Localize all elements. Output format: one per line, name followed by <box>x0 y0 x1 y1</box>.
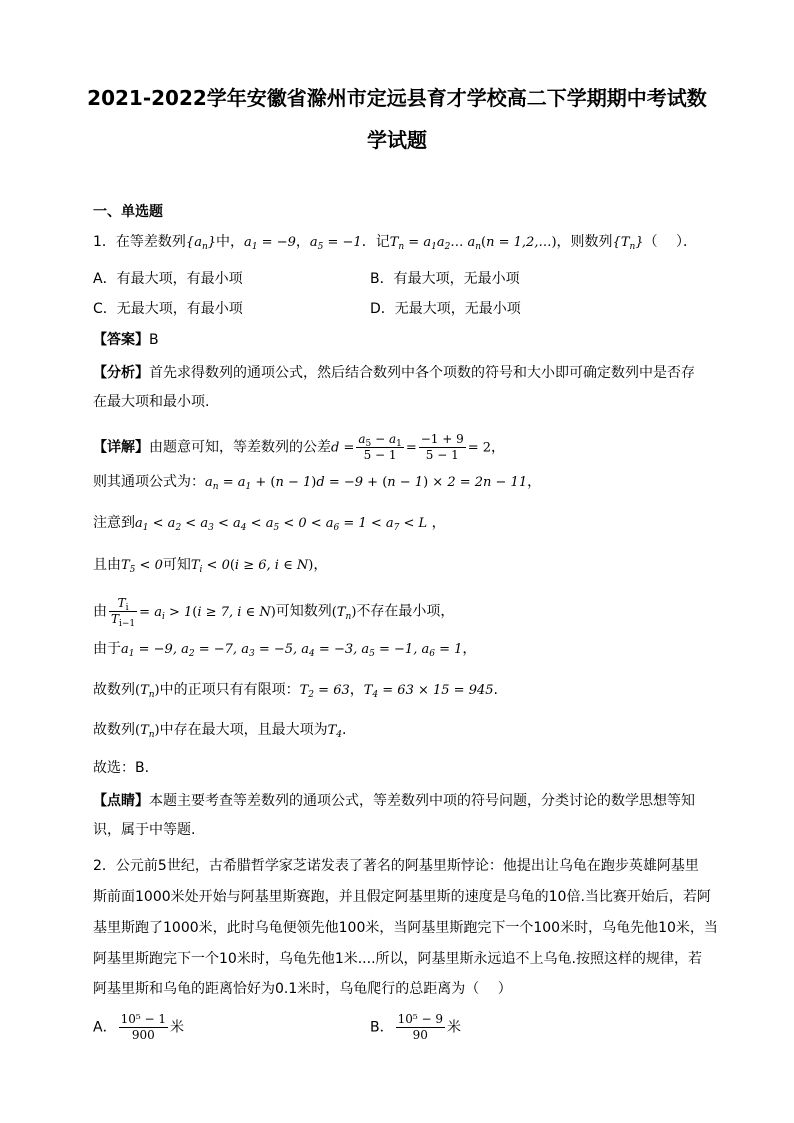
q1-detail-line3: 注意到$a_1 < a_2 < a_3 < a_4 < a_5 < 0 < a_6 = 1 < a_7 < L$ ， <box>93 515 446 533</box>
q1-stem: 1．在等差数列$\{a_n\}$中，$a_1 = -9$，$a_5 = -1$．记$T_n$ = $a_1a_2\dots$ $a_n(n$ = 1,2,…)，则数列$\{T_n\}$（ ）． <box>93 234 698 252</box>
q1-detail-line2: 则其通项公式为：$a_n = a_1 + (n - 1)d = -9 + (n - 1) \times 2 = 2n - 11$， <box>93 474 542 492</box>
q1-detail-line8: 故数列$(T_n)$中存在最大项，且最大项为$T_4$. <box>93 722 347 740</box>
q1-analysis-line1: 【分析】首先求得数列的通项公式，然后结合数列中各个项数的符号和大小即可确定数列中是否存 <box>93 365 695 381</box>
q1-detail-line7: 故数列$(T_n)$中的正项只有有限项：$T_2 = 63$，$T_4 = 63 \times 15 = 945$. <box>93 682 498 700</box>
q1-option-d: D．无最大项，无最小项 <box>370 301 521 317</box>
q1-analysis-line2: 在最大项和最小项. <box>93 394 210 410</box>
q2-line2: 斯前面1000米处开始与阿基里斯赛跑，并且假定阿基里斯的速度是乌龟的10倍.当比赛开始后，若阿 <box>93 889 711 905</box>
q1-comment-line2: 识，属于中等题. <box>93 822 196 838</box>
q2-line4: 阿基里斯跑完下一个10米时，乌龟先他1米....所以，阿基里斯永远追不上乌龟.按照这样的规律，若 <box>93 951 702 967</box>
document-title-line1: 2021-2022学年安徽省滁州市定远县育才学校高二下学期期中考试数 <box>87 86 707 110</box>
q1-detail-line5: 由 $\frac{T_i}{T_{i-1}}$ = $a_i > 1(i \ge 7$, i ∈ N)可知数列$(T_n)$不存在最小项， <box>93 596 455 629</box>
q2-line5: 阿基里斯和乌龟的距离恰好为0.1米时，乌龟爬行的总距离为（ ） <box>93 981 512 997</box>
q1-comment-line1: 【点睛】本题主要考查等差数列的通项公式，等差数列中项的符号问题，分类讨论的数学思想等知 <box>93 793 695 809</box>
q1-option-b: B．有最大项，无最小项 <box>370 271 520 287</box>
q1-detail-line1: 【详解】由题意可知，等差数列的公差d = $\frac{a_5 - a_1}{5 - 1}$ = $\frac{-1 + 9}{5 - 1}$ = 2， <box>93 432 506 462</box>
q1-detail-line6: 由于$a_1 = -9$, $a_2 = -7$, $a_3 = -5$, $a_4 = -3$, $a_5 = -1$, $a_6 = 1$， <box>93 641 477 659</box>
q2-line3: 基里斯跑了1000米，此时乌龟便领先他100米，当阿基里斯跑完下一个100米时，乌龟先他10米，当 <box>93 920 718 936</box>
q2-option-a: A． $\frac{\text{10⁵ − 1}}{900}$ 米 <box>93 1012 184 1042</box>
section-heading: 一、单选题 <box>93 204 163 220</box>
q1-option-a: A．有最大项，有最小项 <box>93 271 243 287</box>
q2-option-b: B． $\frac{\text{10⁵ − 9}}{90}$ 米 <box>370 1012 462 1042</box>
q1-detail-line4: 且由$T_5 < 0$可知$T_i < 0(i \ge 6$, i ∈ N)， <box>93 557 328 575</box>
document-title-line2: 学试题 <box>367 128 427 152</box>
q2-line1: 2．公元前5世纪，古希腊哲学家芝诺发表了著名的阿基里斯悖论：他提出让乌龟在跑步英雄阿基里 <box>93 858 699 874</box>
q1-option-c: C．无最大项，有最小项 <box>93 301 243 317</box>
q1-number: 1． <box>93 234 116 250</box>
q1-choose: 故选：B. <box>93 760 150 776</box>
q2-number: 2． <box>93 858 116 874</box>
q1-answer: 【答案】B <box>93 332 159 348</box>
